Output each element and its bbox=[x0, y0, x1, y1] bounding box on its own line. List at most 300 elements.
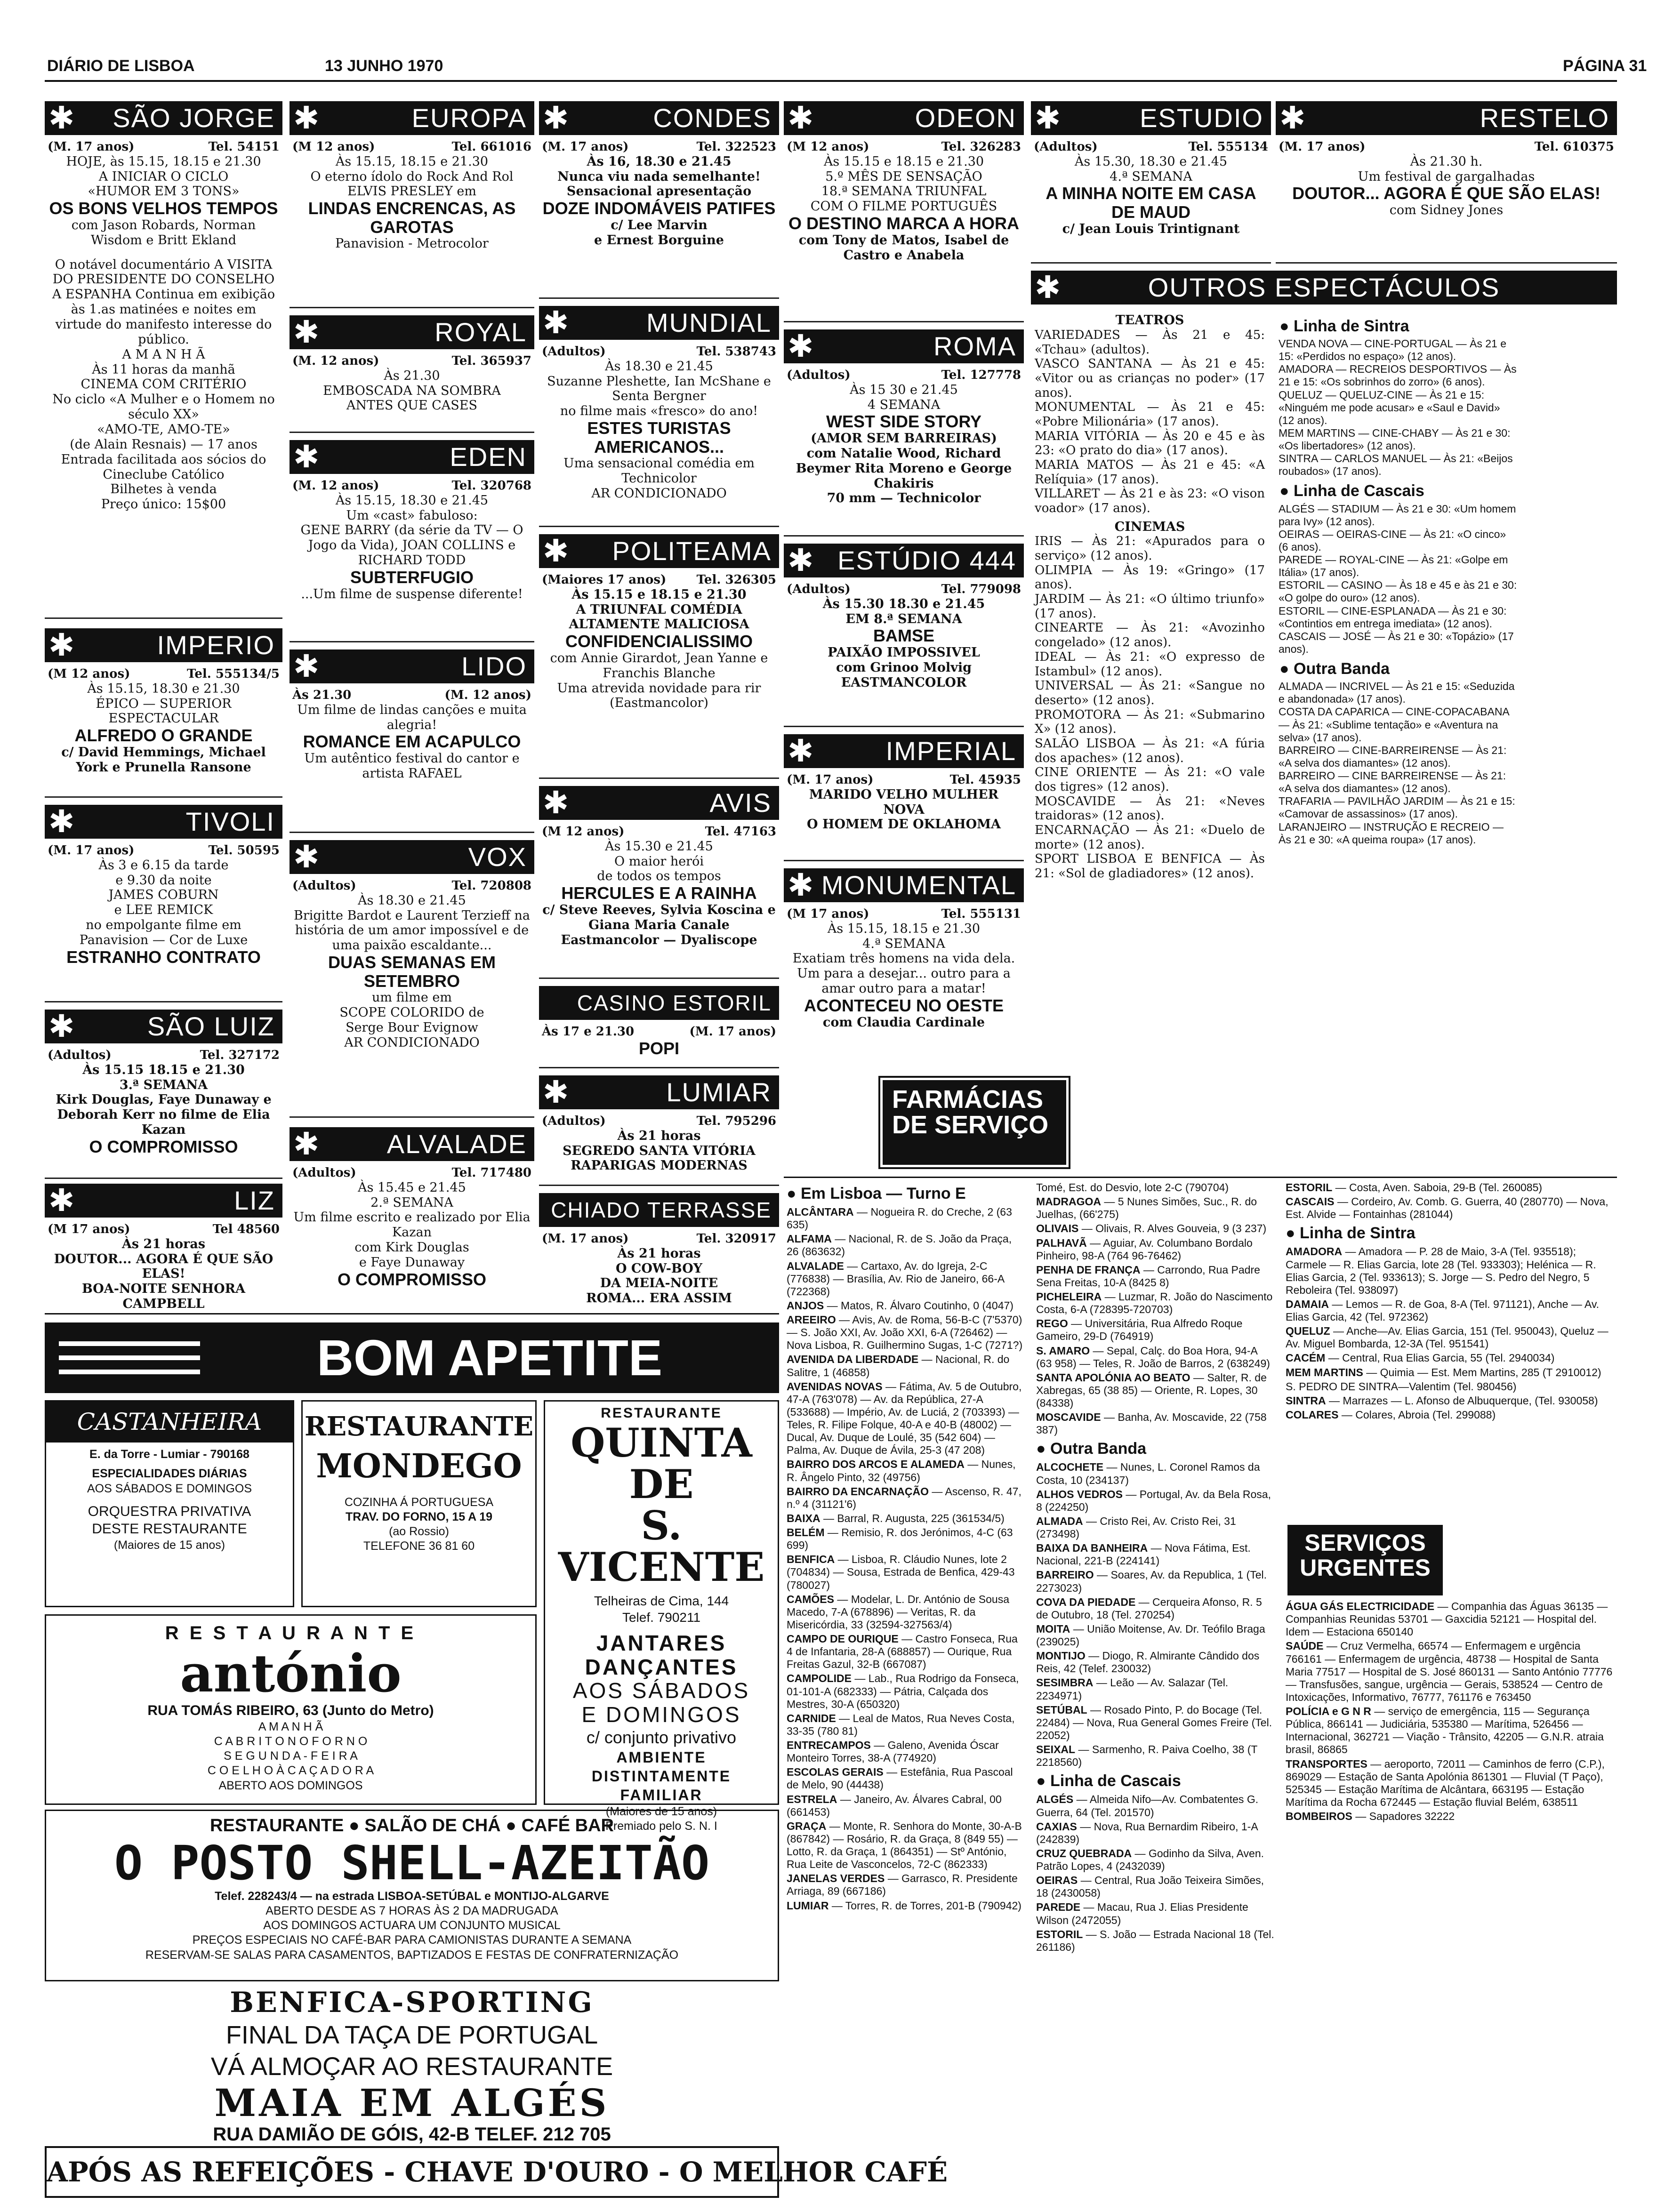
cinema-banner bbox=[539, 306, 779, 340]
tel: Tel. 54151 bbox=[208, 140, 280, 154]
star-icon: ✱ bbox=[293, 439, 320, 475]
tel: Tel. 717480 bbox=[451, 1166, 531, 1180]
banda-title: Outra Banda bbox=[1294, 660, 1390, 678]
castanheira-logo: CASTANHEIRA bbox=[46, 1402, 293, 1443]
farmacias-col2 bbox=[1033, 1181, 1278, 2193]
cinemas-list: IRIS — Às 21: «Apurados para o serviço» (12 anos). OLIMPIA — Às 19: «Gringo» (17 anos). JARDIM — Às 21: «O último triunfo» (17 anos). CINEARTE — Às 21: «Avozinho congelado» (12 anos). IDEAL — Às 21: «O expresso de Istambul» (12 anos). UNIVERSAL — Às 21: «Sangue no deserto» (12 anos). PROMOTORA — Às 21: «Submarino X» (12 anos). SALÃO LISBOA — Às 21: «A fúria dos apaches» (12 anos). CINE ORIENTE — Às 21: «O vale dos tigres» (12 anos). MOSCAVIDE — Às 21: «Neves traidoras» (12 anos). ENCARNAÇÃO — Às 21: «Duelo de morte» (12 anos). SPORT LISBOA E BENFICA — Às 21: «Sol de gladiadores» (12 anos). bbox=[1035, 534, 1265, 881]
list-item: CAMPOLIDE — Lab., Rua Rodrigo da Fonseca, 01-101-A (682333) — Pátria, Calçada dos Mestres, 30-A (650320) bbox=[787, 1672, 1019, 1710]
cinema-name: ESTÚDIO 444 bbox=[837, 545, 1016, 575]
list-item: S. AMARO — Sepal, Calç. do Boa Hora, 94-A (63 958) — Teles, R. João de Barros, 2 (638249) bbox=[1036, 1344, 1270, 1370]
age: (Adultos) bbox=[542, 345, 606, 359]
film-title: ESTRANHO CONTRATO bbox=[66, 947, 261, 967]
cinema-estudio444 bbox=[784, 544, 1024, 727]
line: ORQUESTRA PRIVATIVA bbox=[88, 1503, 251, 1519]
title: MAIA EM ALGÉS bbox=[214, 2080, 610, 2125]
list-item: CRUZ QUEBRADA — Godinho da Silva, Aven. Patrão Lopes, 4 (2432039) bbox=[1036, 1847, 1264, 1873]
cast: PAIXÃO IMPOSSIVEL com Grinoo Molvig EASTMANCOLOR bbox=[828, 645, 980, 690]
star-icon: ✱ bbox=[1279, 100, 1306, 136]
star-icon: ✱ bbox=[48, 100, 75, 136]
cinema-name: CONDES bbox=[653, 103, 772, 133]
showtimes: Às 15.15 e 18.15 e 21.30 5.º MÊS DE SENSAÇÃO 18.ª SEMANA TRIUNFAL COM O FILME PORTUGUÊS bbox=[810, 154, 997, 214]
star-icon: ✱ bbox=[543, 785, 569, 821]
tel: Tel. 555131 bbox=[941, 907, 1021, 921]
body: O notável documentário A VISITA DO PRESIDENTE DO CONSELHO A ESPANHA Continua em exibição às 1.as matinées e noites em virtude do manifesto interesse do público. A M A N H Ã Às 11 horas da manhã CINEMA COM CRITÉRIO No ciclo «A Mulher e o Homem no século XX» «AMO-TE, AMO-TE» (de Alain Resnais) — 17 anos Entrada facilitada aos sócios do Cineclube Católico Bilhetes à venda Preço único: 15$00 bbox=[52, 257, 275, 512]
age: (Adultos) bbox=[292, 1166, 356, 1180]
line: C A B R I T O N O F O R N O bbox=[214, 1734, 368, 1748]
list-item: ANJOS — Matos, R. Álvaro Coutinho, 0 (4047) bbox=[787, 1299, 1014, 1312]
cinema-condes bbox=[539, 101, 779, 299]
list-item: SANTA APOLÓNIA AO BEATO — Salter, R. de Xabregas, 65 (38 85) — Oriente, R. Lopes, 30 (84338) bbox=[1036, 1371, 1267, 1409]
cutlery-icon bbox=[49, 1322, 205, 1393]
cinema-banner bbox=[1031, 271, 1617, 305]
showtimes: Às 15.15 18.15 e 21.30 3.ª SEMANA Kirk Douglas, Faye Dunaway e Deborah Kerr no filme de Elia Kazan bbox=[56, 1062, 272, 1138]
cinema-restelo bbox=[1276, 101, 1617, 264]
title: QUINTA DE bbox=[571, 1419, 752, 1507]
cinema-lido bbox=[290, 649, 534, 833]
cinema-banner bbox=[539, 101, 779, 135]
line: (Maiores de 15 anos) bbox=[605, 1804, 717, 1818]
cascais-title: Linha de Cascais bbox=[1050, 1772, 1181, 1790]
cinema-chiado bbox=[539, 1193, 779, 1311]
list-item: PICHELEIRA — Luzmar, R. João do Nascimento Costa, 6-A (728395-720703) bbox=[1036, 1290, 1273, 1316]
list-item: REGO — Universitária, Rua Alfredo Roque Gameiro, 29-D (764919) bbox=[1036, 1317, 1243, 1343]
star-icon: ✱ bbox=[788, 542, 814, 578]
list-item: CARNIDE — Leal de Matos, Rua Neves Costa, 33-35 (780 81) bbox=[787, 1712, 1015, 1737]
showtimes: Às 15.45 e 21.45 2.ª SEMANA Um filme escrito e realizado por Elia Kazan com Kirk Douglas e Faye Dunaway bbox=[293, 1180, 531, 1270]
cinema-name: MUNDIAL bbox=[646, 307, 772, 337]
cinema-monumental bbox=[784, 868, 1024, 1066]
banda-list: ALMADA — INCRIVEL — Às 21 e 15: «Seduzida e abandonada» (17 anos). COSTA DA CAPARICA — CINE-COPACABANA — Às 21: «Sublime tentação» e «Aventura na selva» (17 anos). BARREIRO — CINE-BARREIRENSE — Às 21: «A selva dos diamantes» (12 anos). BARREIRO — CINE BARREIRENSE — Às 21: «A selva dos diamantes» (12 anos). TRAFARIA — PAVILHÃO JARDIM — Às 21 e 15: «Camovar de assassinos» (17 anos). LARANJEIRO — INSTRUÇÃO E RECREIO — Às 21 e 30: «A queima roupa» (17 anos). bbox=[1279, 680, 1515, 846]
star-icon: ✱ bbox=[1035, 269, 1061, 305]
list-item: ESTORIL — S. João — Estrada Nacional 18 (Tel. 261186) bbox=[1036, 1928, 1274, 1953]
cinema-banner bbox=[290, 1127, 534, 1161]
tel: Tel. 47163 bbox=[705, 825, 776, 839]
cinema-banner bbox=[539, 786, 779, 820]
cinema-name: CHIADO TERRASSE bbox=[551, 1197, 772, 1222]
banner bbox=[45, 101, 282, 135]
cast: com Claudia Cardinale bbox=[822, 1015, 985, 1030]
cinema-saojorge bbox=[45, 101, 282, 619]
age: (Adultos) bbox=[787, 368, 851, 382]
age: (M. 17 anos) bbox=[1279, 140, 1366, 154]
teatros-title: TEATROS bbox=[1115, 313, 1184, 328]
list-item: AVENIDA DA LIBERDADE — Nacional, R. do Salitre, 1 (46858) bbox=[787, 1353, 1010, 1378]
list-item: PAREDE — Macau, Rua J. Elias Presidente Wilson (2472055) bbox=[1036, 1901, 1248, 1926]
star-icon: ✱ bbox=[788, 100, 814, 136]
film-title: O COMPROMISSO bbox=[89, 1137, 238, 1156]
showtimes: Às 3 e 6.15 da tarde e 9.30 da noite JAMES COBURN e LEE REMICK no empolgante filme em Panavision — Cor de Luxe bbox=[79, 858, 248, 947]
star-icon: ✱ bbox=[48, 1008, 75, 1044]
age: (Adultos) bbox=[292, 879, 356, 893]
cinema-banner bbox=[45, 805, 282, 839]
ad-posto-shell bbox=[45, 1810, 779, 1981]
cinema-name: ALVALADE bbox=[386, 1129, 527, 1159]
star-icon: ✱ bbox=[293, 314, 320, 350]
cinema-name: IMPERIO bbox=[157, 630, 275, 660]
sintra-title: Linha de Sintra bbox=[1294, 317, 1409, 335]
title: R E S T A U R A N T E bbox=[165, 1623, 417, 1643]
age: (M. 12 anos) bbox=[292, 354, 379, 368]
cinema-eden bbox=[290, 440, 534, 642]
star-icon: ✱ bbox=[543, 305, 569, 341]
showtimes: HOJE, às 15.15, 18.15 e 21.30 A INICIAR O CICLO «HUMOR EM 3 TONS» bbox=[66, 154, 261, 199]
star-icon: ✱ bbox=[543, 1074, 569, 1110]
line: COZINHA Á PORTUGUESA bbox=[344, 1495, 494, 1509]
tel: Tel. 555134 bbox=[1188, 140, 1268, 154]
cinema-banner bbox=[290, 315, 534, 349]
tel: Tel. 326283 bbox=[941, 140, 1021, 154]
farmacias-rule bbox=[784, 1177, 1617, 1178]
film-title: O DESTINO MARCA A HORA bbox=[788, 214, 1019, 233]
line: ABERTO DESDE AS 7 HORAS ÀS 2 DA MADRUGADA bbox=[265, 1904, 558, 1917]
tel: Tel. 661016 bbox=[451, 140, 531, 154]
lisboa-title: Em Lisboa — Turno E bbox=[801, 1185, 966, 1202]
cinema-name: TIVOLI bbox=[185, 806, 275, 836]
showtimes: Às 18.30 e 21.45 Suzanne Pleshette, Ian McShane e Senta Bergner no filme mais «fresco» do ano! bbox=[547, 359, 771, 419]
cinema-vox bbox=[290, 840, 534, 1118]
film-title: SUBTERFUGIO bbox=[350, 567, 474, 587]
farmacias-list-lisboa-cont bbox=[1033, 1181, 1278, 1436]
cinema-banner bbox=[290, 840, 534, 874]
cinemas-title: CINEMAS bbox=[1114, 519, 1185, 534]
age: (M 12 anos) bbox=[787, 140, 869, 154]
tel: Tel. 720808 bbox=[451, 879, 531, 893]
servicos-urgentes bbox=[1283, 1600, 1617, 2193]
bullet-icon: ● bbox=[1036, 1440, 1046, 1458]
line: DANÇANTES bbox=[585, 1654, 738, 1679]
tel: Tel. 538743 bbox=[696, 345, 776, 359]
cinema-saoluiz bbox=[45, 1010, 282, 1179]
ad-chave-douro: APÓS AS REFEIÇÕES - CHAVE D'OURO - O MELHOR CAFÉ bbox=[45, 2146, 779, 2198]
cinema-banner bbox=[784, 329, 1024, 363]
cast: com Sidney Jones bbox=[1389, 202, 1504, 217]
ad-quinta-sao-vicente bbox=[544, 1400, 779, 1833]
film-title: A MINHA NOITE EM CASA DE MAUD bbox=[1046, 184, 1256, 222]
list-item: SINTRA — Marrazes — L. Afonso de Albuquerque, (Tel. 930058) bbox=[1286, 1394, 1598, 1407]
showtimes: Às 15.30, 18.30 e 21.45 4.ª SEMANA bbox=[1074, 154, 1228, 184]
film-title: POPI bbox=[638, 1038, 680, 1058]
cinema-name: ODEON bbox=[915, 103, 1016, 133]
bullet-icon: ● bbox=[1279, 482, 1289, 500]
cinema-name: EUROPA bbox=[411, 103, 527, 133]
line: RESTAURANTE ● SALÃO DE CHÁ ● CAFÉ BAR bbox=[210, 1816, 614, 1835]
cinema-banner bbox=[539, 1075, 779, 1109]
line: DESTE RESTAURANTE bbox=[92, 1521, 247, 1537]
list-item: COLARES — Colares, Abroia (Tel. 299088) bbox=[1286, 1408, 1496, 1421]
film-title: O COMPROMISSO bbox=[337, 1269, 487, 1289]
cinema-banner bbox=[539, 986, 779, 1020]
list-item: Tomé, Est. do Desvio, lote 2-C (790704) bbox=[1036, 1181, 1229, 1194]
list-item: CACÉM — Central, Rua Elias Garcia, 55 (Tel. 2940034) bbox=[1286, 1352, 1555, 1364]
cinema-name: POLITEAMA bbox=[612, 536, 772, 566]
ad-mondego bbox=[301, 1400, 537, 1607]
bullet-icon: ● bbox=[1286, 1224, 1295, 1242]
showtimes: Às 15.15, 18.15 e 21.30 O eterno ídolo do Rock And Rol ELVIS PRESLEY em bbox=[310, 154, 514, 199]
star-icon: ✱ bbox=[293, 100, 320, 136]
showtimes: Às 21.30 h. Um festival de gargalhadas bbox=[1358, 154, 1535, 184]
film-title: LINDAS ENCRENCAS, AS GAROTAS bbox=[308, 199, 516, 237]
cinema-name: OUTROS ESPECTÁCULOS bbox=[1148, 272, 1500, 302]
cinema-name: IMPERIAL bbox=[885, 736, 1016, 766]
ad-maia-alges bbox=[45, 1986, 779, 2145]
age: (M. 17 anos) bbox=[787, 773, 874, 787]
list-item: SESIMBRA — Leão — Av. Salazar (Tel. 2234971) bbox=[1036, 1676, 1229, 1702]
cinema-banner bbox=[784, 868, 1024, 902]
farmacias-col3 bbox=[1283, 1181, 1617, 1520]
sintra-title: Linha de Sintra bbox=[1300, 1224, 1416, 1242]
star-icon: ✱ bbox=[543, 533, 569, 569]
cinema-banner bbox=[290, 101, 534, 135]
tel: Tel. 326305 bbox=[696, 573, 776, 587]
list-item: OEIRAS — Central, Rua João Teixeira Simões, 18 (2430058) bbox=[1036, 1874, 1264, 1899]
cinema-banner bbox=[784, 544, 1024, 577]
showtimes: Às 17 e 21.30 bbox=[542, 1025, 635, 1039]
farmacias-list-cascais-cont bbox=[1283, 1181, 1617, 1221]
film-title: HERCULES E A RAINHA bbox=[561, 883, 757, 903]
address: RUA TOMÁS RIBEIRO, 63 (Junto do Metro) bbox=[147, 1703, 434, 1718]
tel: Tel. 779098 bbox=[941, 582, 1021, 596]
cinema-politeama bbox=[539, 534, 779, 779]
bullet-icon: ● bbox=[1279, 317, 1289, 335]
showtimes: Às 15.30 18.30 e 21.45 EM 8.ª SEMANA bbox=[822, 596, 985, 626]
tel: (M. 12 anos) bbox=[444, 688, 531, 702]
list-item: BOMBEIROS — Sapadores 32222 bbox=[1286, 1810, 1455, 1822]
sintra-list: VENDA NOVA — CINE-PORTUGAL — Às 21 e 15: «Perdidos no espaço» (12 anos). AMADORA — RECREIOS DESPORTIVOS — Às 21 e 15: «Os sobrinhos do zorro» (6 anos). QUELUZ — QUELUZ-CINE — Às 21 e 15: «Ninguém me pode acusar» e «Saul e David» (12 anos). MEM MARTINS — CINE-CHABY — Às 21 e 30: «Os libertadores» (12 anos). SINTRA — CARLOS MANUEL — Às 21: «Beijos roubados» (17 anos). bbox=[1279, 337, 1517, 478]
bullet-icon: ● bbox=[1279, 660, 1289, 678]
cinema-liz bbox=[45, 1184, 282, 1311]
list-item: QUELUZ — Anche—Av. Elias Garcia, 151 (Tel. 950043), Queluz — Av. Miguel Bombarda, 12-3A (Tel. 951541) bbox=[1286, 1325, 1609, 1350]
list-item: DAMAIA — Lemos — R. de Goa, 8-A (Tel. 971121), Anche — Av. Elias Garcia, 42 (Tel. 972362) bbox=[1286, 1298, 1600, 1323]
banda-title: Outra Banda bbox=[1050, 1440, 1147, 1458]
list-item: ENTRECAMPOS — Galeno, Avenida Óscar Monteiro Torres, 38-A (774920) bbox=[787, 1739, 999, 1764]
cinema-name: LUMIAR bbox=[666, 1077, 772, 1107]
address: E. da Torre - Lumiar - 790168 bbox=[89, 1448, 249, 1461]
list-item: MOITA — União Moitense, Av. Dr. Teófilo Braga (239025) bbox=[1036, 1622, 1265, 1648]
age: (M 17 anos) bbox=[48, 1222, 130, 1236]
list-item: SETÚBAL — Rosado Pinto, P. do Bocage (Tel. 22484) — Nova, Rua General Gomes Freire (Tel. 22052) bbox=[1036, 1703, 1272, 1741]
title: MONDEGO bbox=[316, 1446, 522, 1486]
showtimes: Às 18.30 e 21.45 Brigitte Bardot e Laurent Terzieff na história de um amor impossível e de uma paixão escaldante... bbox=[294, 893, 530, 953]
film-title: ROMANCE EM ACAPULCO bbox=[303, 732, 521, 752]
film-title: DOZE INDOMÁVEIS PATIFES bbox=[542, 199, 776, 218]
list-item: MONTIJO — Diogo, R. Almirante Cândido dos Reis, 42 (Telef. 230032) bbox=[1036, 1650, 1260, 1675]
list-item: ESTRELA — Janeiro, Av. Álvares Cabral, 00 (661453) bbox=[787, 1793, 1002, 1818]
star-icon: ✱ bbox=[293, 839, 320, 875]
list-item: BAIXA — Barral, R. Augusta, 225 (361534/5) bbox=[787, 1512, 1005, 1524]
film-title: ESTES TURISTAS AMERICANOS... bbox=[587, 418, 731, 457]
bullet-icon: ● bbox=[1036, 1772, 1046, 1790]
line: C O E L H O À C A Ç A D O R A bbox=[207, 1764, 374, 1778]
line: VÁ ALMOÇAR AO RESTAURANTE bbox=[210, 2052, 613, 2081]
list-item: AREEIRO — Avis, Av. de Roma, 56-B-C (7'5370) — S. João XXI, Av. João XXI, 6-A (726462) — Nova Lisboa, R. Guilhermino Sugas, 1-C (7271?) bbox=[787, 1314, 1023, 1352]
ads-rule bbox=[45, 1313, 779, 1314]
line: AOS SÁBADOS bbox=[572, 1678, 750, 1703]
list-item: CAMÕES — Modelar, L. Dr. António de Sousa Macedo, 7-A (678896) — Veritas, R. da Misericórdia, 33 (32594-327563/4) bbox=[787, 1593, 1010, 1631]
cinema-banner bbox=[290, 649, 534, 683]
cinema-name: ROYAL bbox=[434, 317, 527, 347]
age: Às 21.30 bbox=[292, 688, 352, 702]
list-item: GRAÇA — Monte, R. Senhora do Monte, 30-A-B (867842) — Rosário, R. da Graça, 8 (849 55) — Lotto, R. da Graça, 1 (864351) — Stº António, Rua Leite de Vasconcelos, 72-C (862333) bbox=[787, 1819, 1022, 1871]
cinema-name: EDEN bbox=[450, 441, 527, 472]
cinema-estoril bbox=[539, 986, 779, 1068]
cinema-banner bbox=[539, 534, 779, 568]
cast: c/ Lee Marvin e Ernest Borguine bbox=[594, 217, 724, 248]
tel: Tel. 50595 bbox=[208, 843, 280, 858]
list-item: ALHOS VEDROS — Portugal, Av. da Bela Rosa, 8 (224250) bbox=[1036, 1488, 1271, 1513]
cinema-banner bbox=[45, 1184, 282, 1218]
star-icon: ✱ bbox=[48, 1182, 75, 1218]
list-item: MEM MARTINS — Quimia — Est. Mem Martins, 285 (T 2910012) bbox=[1286, 1366, 1601, 1378]
title: antónio bbox=[180, 1643, 402, 1704]
list-item: ESTORIL — Costa, Aven. Saboia, 29-B (Tel. 260085) bbox=[1286, 1181, 1543, 1194]
list-item: CASCAIS — Cordeiro, Av. Comb. G. Guerra, 40 (280770) — Nova, Est. Alvide — Fontainhas (281044) bbox=[1286, 1195, 1609, 1221]
age: (M 17 anos) bbox=[787, 907, 869, 921]
film-title: ALFREDO O GRANDE bbox=[74, 726, 253, 745]
age: (M 12 anos) bbox=[48, 667, 130, 681]
list-item: PALHAVÃ — Aguiar, Av. Columbano Bordalo Pinheiro, 98-A (764 96-76462) bbox=[1036, 1236, 1253, 1262]
list-item: SAÚDE — Cruz Vermelha, 66574 — Enfermagem e urgência 766161 — Enfermagem de urgência, 48738 — Hospital de Santa Maria 77517 — Hospital de S. José 860131 — Santo António 77776 — Transfusões, sangue, urgência — Gerais, 538524 — Centro de Intoxicações, Informativo, 76777, 761176 e 763450 bbox=[1286, 1640, 1613, 1703]
tel: Tel. 322523 bbox=[696, 140, 776, 154]
header-rule bbox=[45, 80, 1617, 82]
list-item: COVA DA PIEDADE — Cerqueira Afonso, R. 5 de Outubro, 18 (Tel. 270254) bbox=[1036, 1595, 1262, 1621]
header-date: 13 JUNHO 1970 bbox=[325, 57, 443, 75]
line: E DOMINGOS bbox=[581, 1702, 741, 1727]
cinema-name: VOX bbox=[468, 842, 527, 872]
servicos-banner: SERVIÇOS URGENTES bbox=[1287, 1525, 1443, 1595]
age: (M 12 anos) bbox=[292, 140, 375, 154]
star-icon: ✱ bbox=[788, 328, 814, 364]
showtimes: Às 15.30 e 21.45 O maior herói de todos os tempos bbox=[597, 839, 721, 884]
cascais-list: ALGÉS — STADIUM — Às 21 e 30: «Um homem para Ivy» (12 anos). OEIRAS — OEIRAS-CINE — Às 21: «O cinco» (6 anos). PAREDE — ROYAL-CINE — Às 21: «Golpe em Itália» (17 anos). ESTORIL — CASINO — Às 18 e 45 e às 21 e 30: «O golpe do ouro» (12 anos). ESTORIL — CINE-ESPLANADA — Às 21 e 30: «Contintios em entrega imediata» (12 anos). CASCAIS — JOSÉ — Às 21 e 30: «Topázio» (17 anos). bbox=[1279, 502, 1517, 655]
cinema-banner bbox=[784, 734, 1024, 768]
cast: Uma sensacional comédia em Technicolor AR CONDICIONADO bbox=[563, 456, 755, 501]
age: (M. 17 anos) bbox=[48, 843, 135, 858]
showtimes: Às 15.15, 18.15 e 21.30 4.ª SEMANA Exatiam três homens na vida dela. Um para a desejar... outro para a amar outro para a matar! bbox=[792, 921, 1015, 996]
cinema-imperio bbox=[45, 628, 282, 798]
showtimes: Às 15.15 e 18.15 e 21.30 A TRIUNFAL COMÉDIA ALTAMENTE MALICIOSA bbox=[569, 587, 749, 632]
cinema-imperial bbox=[784, 734, 1024, 861]
line: FINAL DA TAÇA DE PORTUGAL bbox=[225, 2020, 598, 2049]
showtimes: Às 21 horas DOUTOR... AGORA É QUE SÃO ELAS! BOA-NOITE SENHORA CAMPBELL bbox=[54, 1236, 273, 1312]
title: BENFICA-SPORTING bbox=[230, 1986, 594, 2019]
line: AOS SÁBADOS E DOMINGOS bbox=[87, 1482, 252, 1495]
ad-antonio bbox=[45, 1614, 537, 1805]
age: (Maiores 17 anos) bbox=[542, 573, 667, 587]
film-title: WEST SIDE STORY bbox=[826, 412, 982, 432]
cinema-name: ESTUDIO bbox=[1140, 103, 1263, 133]
servicos-list bbox=[1283, 1600, 1617, 1823]
line: DISTINTAMENTE bbox=[591, 1767, 732, 1785]
cinema-banner bbox=[45, 628, 282, 662]
cinema-name: RESTELO bbox=[1480, 103, 1609, 133]
list-item: ESCOLAS GERAIS — Estefânia, Rua Pascoal de Melo, 90 (44438) bbox=[787, 1766, 1013, 1791]
cast: Panavision - Metrocolor bbox=[335, 236, 489, 251]
showtimes: Às 15 30 e 21.45 4 SEMANA bbox=[850, 382, 958, 412]
age: (M. 17 anos) bbox=[689, 1025, 776, 1039]
list-item: JANELAS VERDES — Garrasco, R. Presidente Arriaga, 89 (667186) bbox=[787, 1872, 1018, 1898]
cinema-banner bbox=[45, 1010, 282, 1043]
tel: Tel. 45935 bbox=[949, 773, 1021, 787]
film-title: CONFIDENCIALISSIMO bbox=[565, 632, 753, 651]
tel: Tel. 127778 bbox=[941, 368, 1021, 382]
age: (Adultos) bbox=[542, 1114, 606, 1128]
address: Telheiras de Cima, 144 Telef. 790211 bbox=[594, 1594, 729, 1625]
age: (M 12 anos) bbox=[542, 825, 625, 839]
star-icon: ✱ bbox=[788, 733, 814, 769]
cinema-banner bbox=[1031, 101, 1271, 135]
address: RUA DAMIÃO DE GÓIS, 42-B TELEF. 212 705 bbox=[213, 2124, 611, 2145]
tel: Tel. 320917 bbox=[696, 1232, 776, 1246]
cinema-europa bbox=[290, 101, 534, 308]
tel: Tel. 610375 bbox=[1534, 140, 1614, 154]
age: (M. 12 anos) bbox=[292, 479, 379, 493]
list-item: BENFICA — Lisboa, R. Cláudio Nunes, lote 2 (704834) — Sousa, Estrada de Benfica, 429-43 (780027) bbox=[787, 1553, 1015, 1591]
list-item: AMADORA — Amadora — P. 28 de Maio, 3-A (Tel. 935518); Carmele — R. Elias Garcia, lote 28 (Tel. 933303); Helénica — R. Elias Garcia, 2 (Tel. 933613); S. Jorge — S. Pedro del Negro, 5 Reboleira (Tel. 938097) bbox=[1286, 1245, 1596, 1296]
star-icon: ✱ bbox=[48, 627, 75, 663]
line: RESTAURANTE bbox=[601, 1405, 722, 1421]
cast: com Tony de Matos, Isabel de Castro e Anabela bbox=[798, 232, 1009, 263]
cinema-avis bbox=[539, 786, 779, 979]
tel: Tel 48560 bbox=[212, 1222, 280, 1236]
cast: um filme em SCOPE COLORIDO de Serge Bour Evignow AR CONDICIONADO bbox=[339, 990, 484, 1050]
showtimes: Às 15.15, 18.30 e 21.30 ÉPICO — SUPERIOR ESPECTACULAR bbox=[87, 681, 240, 726]
outros-espectaculos bbox=[1031, 271, 1617, 1042]
cinema-name: AVIS bbox=[709, 787, 772, 817]
phone: Telef. 228243/4 — na estrada LISBOA-SETÚBAL e MONTIJO-ALGARVE bbox=[215, 1889, 609, 1903]
header-page: PÁGINA 31 bbox=[1563, 57, 1647, 75]
cinema-name: LIDO bbox=[461, 651, 527, 681]
line: AMBIENTE bbox=[616, 1748, 707, 1766]
teatros-list: VARIEDADES — Às 21 e 45: «Tchau» (adultos). VASCO SANTANA — Às 21 e 45: «Vitor ou as crianças no poder» (17 anos). MONUMENTAL — Às 21 e 45: «Pobre Milionária» (17 anos). MARIA VITÓRIA — Às 20 e 45 e às 23: «O prato do dia» (17 anos). MARIA MATOS — Às 21 e 45: «A Relíquia» (17 anos). VILLARET — Às 21 e às 23: «O vison voador» (17 anos). bbox=[1035, 328, 1265, 515]
list-item: ALGÉS — Almeida Nifo—Av. Combatentes G. Guerra, 64 (Tel. 201570) bbox=[1036, 1793, 1259, 1819]
tel: Tel. 795296 bbox=[696, 1114, 776, 1128]
farmacias-list-cascais bbox=[1033, 1793, 1278, 1954]
cinema-banner bbox=[539, 1193, 779, 1227]
showtimes: Às 21.30 EMBOSCADA NA SOMBRA ANTES QUE CASES bbox=[323, 368, 501, 413]
list-item: ALMADA — Cristo Rei, Av. Cristo Rei, 31 (273498) bbox=[1036, 1515, 1236, 1540]
cinema-banner bbox=[1276, 101, 1617, 135]
star-icon: ✱ bbox=[788, 867, 814, 903]
film-title: ACONTECEU NO OESTE bbox=[804, 995, 1004, 1015]
cast: c/ David Hemmings, Michael York e Prunella Ransone bbox=[61, 745, 266, 775]
showtimes: MARIDO VELHO MULHER NOVA O HOMEM DE OKLAHOMA bbox=[807, 787, 1001, 832]
cast: ...Um filme de suspense diferente! bbox=[301, 586, 523, 601]
ad-castanheira bbox=[45, 1400, 294, 1607]
line: S E G U N D A - F E I R A bbox=[224, 1749, 358, 1763]
list-item: ÁGUA GÁS ELECTRICIDADE — Companhia das Águas 36135 — Companhias Reunidas 53701 — Gaxcidia 52121 — Hospital del. Idem — Estaciona 650140 bbox=[1286, 1600, 1608, 1638]
bullet-icon: ● bbox=[787, 1185, 796, 1202]
list-item: BAIRRO DOS ARCOS E ALAMEDA — Nunes, R. Ângelo Pinto, 32 (49756) bbox=[787, 1458, 1016, 1483]
star-icon: ✱ bbox=[293, 648, 320, 684]
farmacias-list-lisboa bbox=[784, 1206, 1029, 1912]
line: RESERVAM-SE SALAS PARA CASAMENTOS, BAPTIZADOS E FESTAS DE CONFRATERNIZAÇÃO bbox=[145, 1948, 679, 1962]
cinema-odeon bbox=[784, 101, 1024, 322]
cinema-lumiar bbox=[539, 1075, 779, 1186]
line: c/ conjunto privativo bbox=[586, 1727, 737, 1747]
tel: Tel. 365937 bbox=[451, 354, 531, 368]
list-item: CAMPO DE OURIQUE — Castro Fonseca, Rua 4 de Infantaria, 28-A (688857) — Ourique, Rua Freitas Gazul, 32-B (667087) bbox=[787, 1633, 1018, 1671]
line: ABERTO AOS DOMINGOS bbox=[218, 1779, 363, 1792]
film-title: BAMSE bbox=[873, 626, 934, 646]
cast: Um autêntico festival do cantor e artista RAFAEL bbox=[304, 751, 520, 781]
list-item: BELÉM — Remisio, R. dos Jerónimos, 4-C (63 699) bbox=[787, 1526, 1013, 1552]
showtimes: Um filme de lindas canções e muita alegria! bbox=[297, 702, 527, 732]
list-item: BAIRRO DA ENCARNAÇÃO — Ascenso, R. 47, n.º 4 (31121'6) bbox=[787, 1485, 1022, 1510]
line: Premiado pelo S. N. I bbox=[605, 1819, 717, 1833]
line: (Maiores de 15 anos) bbox=[113, 1538, 225, 1552]
cast: com Jason Robards, Norman Wisdom e Britt Ekland bbox=[71, 217, 256, 248]
showtimes: Às 21 horas SEGREDO SANTA VITÓRIA RAPARIGAS MODERNAS bbox=[563, 1128, 756, 1173]
